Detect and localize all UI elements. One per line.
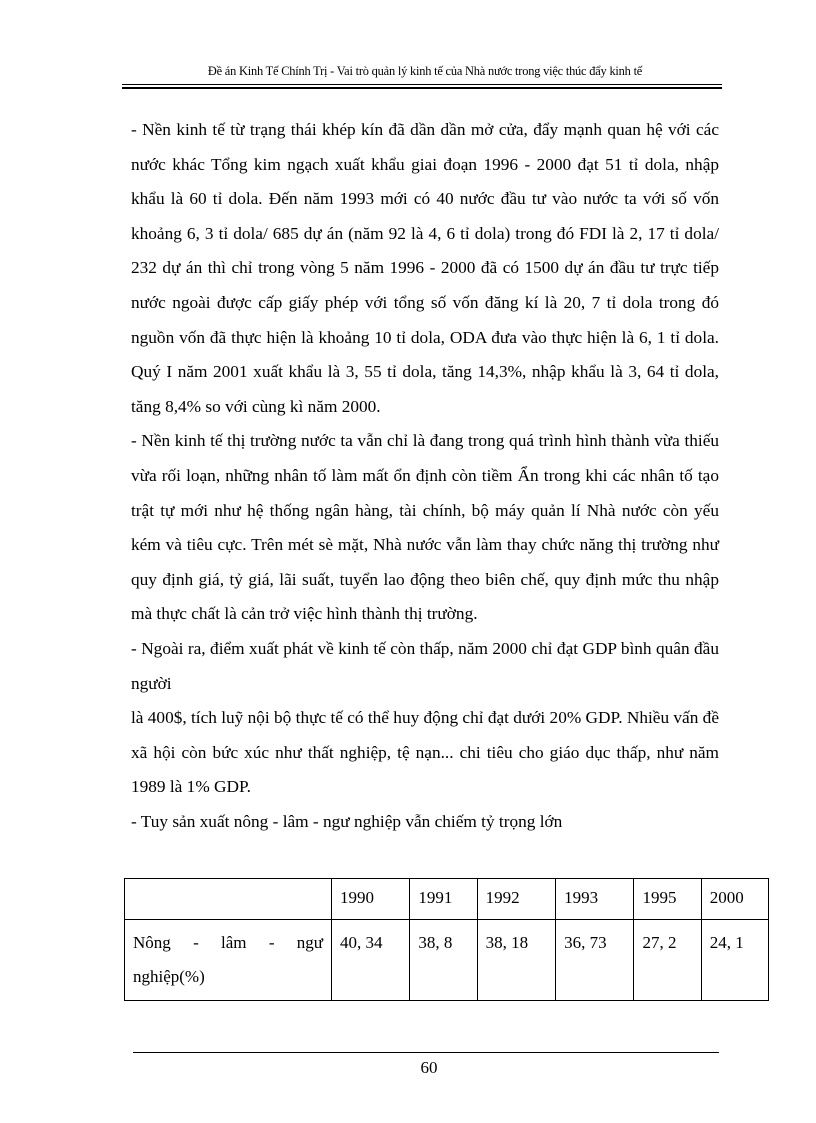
header-rule-thick bbox=[122, 87, 722, 89]
paragraph-starting-point: - Ngoài ra, điểm xuất phát về kinh tế còn thấp, năm 2000 chỉ đạt GDP bình quân đầu người bbox=[131, 638, 719, 693]
table-year-cell: 1992 bbox=[477, 879, 555, 920]
table-value-cell: 40, 34 bbox=[332, 920, 410, 1001]
paragraph-gdp-accumulation: là 400$, tích luỹ nội bộ thực tế có thể huy động chỉ đạt dưới 20% GDP. Nhiều vấn đề xã hội còn bức xúc như thất nghiệp, tệ nạn... chi tiêu cho giáo dục thấp, như năm 1989 là 1% GDP. bbox=[131, 708, 719, 797]
table-year-cell: 1995 bbox=[634, 879, 701, 920]
table-year-cell: 2000 bbox=[701, 879, 768, 920]
table-year-cell: 1991 bbox=[410, 879, 477, 920]
table-value-cell: 38, 18 bbox=[477, 920, 555, 1001]
paragraph-agriculture-intro: - Tuy sản xuất nông - lâm - ngư nghiệp vẫn chiếm tỷ trọng lớn bbox=[131, 811, 563, 831]
table-value-cell: 38, 8 bbox=[410, 920, 477, 1001]
running-header: Đề án Kinh Tế Chính Trị - Vai trò quản lý kinh tế của Nhà nước trong việc thúc đẩy kinh tế bbox=[207, 64, 643, 78]
document-body bbox=[131, 113, 719, 839]
header-rule bbox=[122, 84, 722, 85]
table-row bbox=[125, 920, 769, 1001]
table-year-cell: 1990 bbox=[332, 879, 410, 920]
table-header-row bbox=[125, 879, 769, 920]
table-corner-cell bbox=[125, 879, 332, 920]
table-row-label-line: nghiệp(%) bbox=[133, 967, 205, 986]
page-number: 60 bbox=[420, 1058, 438, 1077]
table-value-cell: 24, 1 bbox=[701, 920, 768, 1001]
table-year-cell: 1993 bbox=[556, 879, 634, 920]
paragraph-market-economy: - Nền kinh tế thị trường nước ta vẫn chỉ là đang trong quá trình hình thành vừa thiếu vừa rối loạn, những nhân tố làm mất ổn định còn tiềm Ẩn trong khi các nhân tố tạo trật tự mới như hệ thống ngân hàng, tài chính, bộ máy quản lí Nhà nước còn yếu kém và tiêu cực. Trên mét sè mặt, Nhà nước vẫn làm thay chức năng thị trường như quy định giá, tỷ giá, lãi suất, tuyển lao động theo biên chế, quy định mức thu nhập mà thực chất là cản trở việc hình thành thị trường. bbox=[131, 431, 719, 624]
table-value-cell: 36, 73 bbox=[556, 920, 634, 1001]
paragraph-trade-investment: - Nền kinh tế từ trạng thái khép kín đã dần dần mở cửa, đẩy mạnh quan hệ với các nước khác Tổng kim ngạch xuất khẩu giai đoạn 1996 - 2000 đạt 51 tỉ dola, nhập khẩu là 60 tỉ dola. Đến năm 1993 mới có 40 nước đầu tư vào nước ta với số vốn khoảng 6, 3 tỉ dola/ 685 dự án (năm 92 là 4, 6 tỉ dola) trong đó FDI là 2, 17 tỉ dola/ 232 dự án thì chỉ trong vòng 5 năm 1996 - 2000 đã có 1500 dự án đầu tư trực tiếp nước ngoài được cấp giấy phép với tổng số vốn đăng kí là 20, 7 tỉ dola trong đó nguồn vốn đã thực hiện là khoảng 10 tỉ dola, ODA đưa vào thực hiện là 6, 1 tỉ dola. Quý I năm 2001 xuất khẩu là 3, 55 tỉ dola, tăng 14,3%, nhập khẩu là 3, 64 tỉ dola, tăng 8,4% so với cùng kì năm 2000. bbox=[131, 120, 719, 416]
footer-rule bbox=[133, 1052, 719, 1053]
table-row-label bbox=[125, 920, 332, 1001]
table-row-label-line: Nông - lâm - ngư bbox=[133, 933, 323, 952]
agriculture-share-table bbox=[124, 878, 769, 1001]
table-value-cell: 27, 2 bbox=[634, 920, 701, 1001]
